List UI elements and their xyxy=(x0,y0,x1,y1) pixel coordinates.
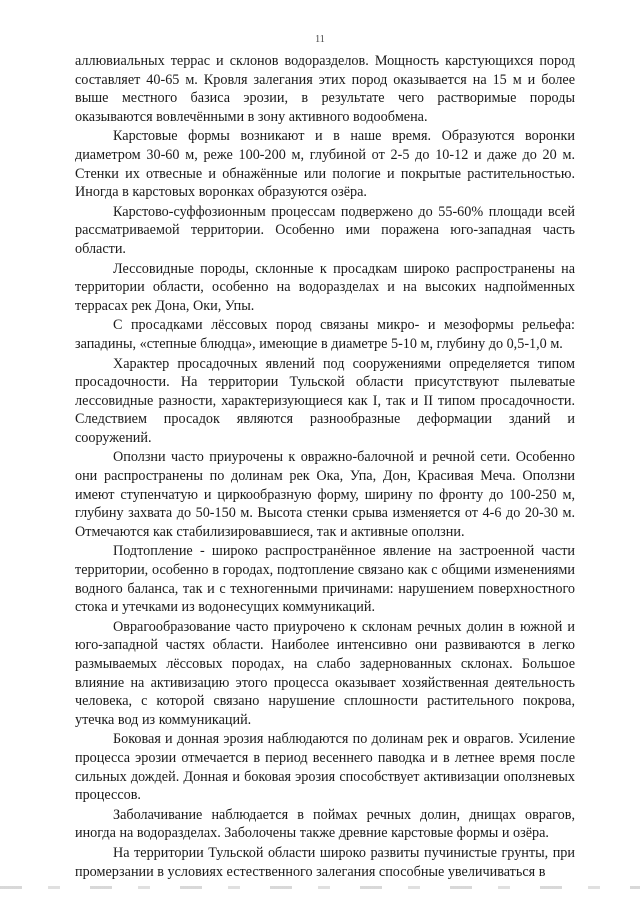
paragraph-4: С просадками лёссовых пород связаны микро- и мезоформы рельефа: западины, «степные блюдца», имеющие в диаметре 5-10 м, глубину до 0,5-1,0 м. xyxy=(75,317,575,352)
paragraph-8: Оврагообразование часто приурочено к склонам речных долин в южной и юго-западной частях области. Наиболее интенсивно они развиваются в легко размываемых лёссовых породах, на слабо задернованных склонах. Большое влияние на активизацию этого процесса оказывает хозяйственная деятельность человека, с которой связано нарушение сплошности растительного покрова, утечка вод из коммуникаций. xyxy=(75,618,575,728)
paragraph-9: Боковая и донная эрозия наблюдаются по долинам рек и оврагов. Усиление процесса эрозии отмечается в период весеннего паводка и в летнее время после сильных дождей. Донная и боковая эрозия способствует активизации оползневых процессов. xyxy=(75,731,575,804)
paragraph-6: Оползни часто приурочены к овражно-балочной и речной сети. Особенно они распространены по долинам рек Ока, Упа, Дон, Красивая Меча. Оползни имеют ступенчатую и циркообразную форму, ширину по фронту до 100-250 м, глубину захвата до 50-150 м. Высота стенки срыва изменяется от 4-6 до 20-30 м. Отмечаются как стабилизировавшиеся, так и активные оползни. xyxy=(75,449,575,540)
paragraph-7: Подтопление - широко распространённое явление на застроенной части территории, особенно в городах, подтопление связано как с общими изменениями водного баланса, так и с техногенными причинами: нарушением поверхностного стока и утечками из водонесущих коммуникаций. xyxy=(75,543,575,616)
scan-edge-artifact xyxy=(0,886,640,889)
paragraph-0: аллювиальных террас и склонов водоразделов. Мощность карстующихся пород составляет 40-65 м. Кровля залегания этих пород оказывается на 15 м и более выше местного базиса эрозии, в результате чего растворимые породы оказываются вовлечёнными в зону активного водообмена. xyxy=(75,53,575,125)
paragraph-5: Характер просадочных явлений под сооружениями определяется типом просадочности. На территории Тульской области присутствуют пылеватые лессовидные разности, характеризующиеся как I, так и II типом просадочности. Следствием просадок являются разнообразные деформации зданий и сооружений. xyxy=(75,355,575,446)
document-body xyxy=(75,52,575,882)
paragraph-3: Лессовидные породы, склонные к просадкам широко распространены на территории области, особенно на водоразделах и на высоких надпойменных террасах рек Дона, Оки, Упы. xyxy=(75,260,575,314)
paragraph-10: Заболачивание наблюдается в поймах речных долин, днищах оврагов, иногда на водоразделах. Заболочены также древние карстовые формы и озёра. xyxy=(75,806,575,842)
paragraph-1: Карстовые формы возникают и в наше время. Образуются воронки диаметром 30-60 м, реже 100-200 м, глубиной от 2-5 до 10-12 и даже до 20 м. Стенки их отвесные и обнажённые или пологие и покрытые растительностью. Иногда в карстовых воронках образуются озёра. xyxy=(75,128,575,201)
paragraph-11: На территории Тульской области широко развиты пучинистые грунты, при промерзании в условиях естественного залегания способные увеличиваться в xyxy=(75,844,575,880)
paragraph-2: Карстово-суффозионным процессам подвержено до 55-60% площади всей рассматриваемой территории. Особенно ими поражена юго-западная часть области. xyxy=(75,203,575,257)
page-number: 11 xyxy=(315,34,325,45)
